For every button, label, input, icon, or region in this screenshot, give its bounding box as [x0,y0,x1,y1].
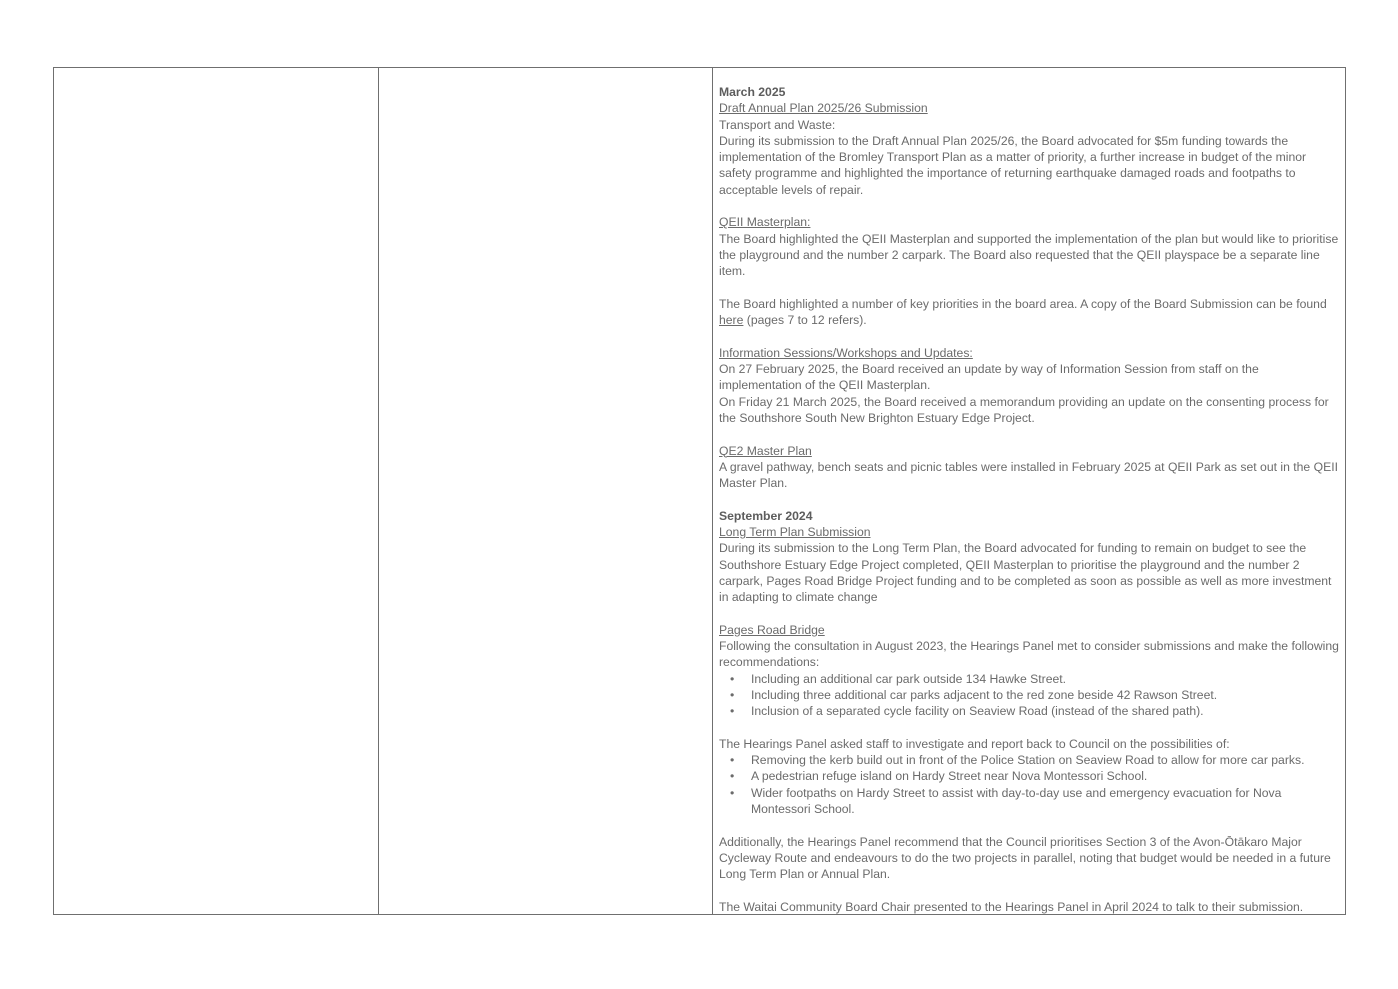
table-cell-updates [713,68,1345,914]
long-term-plan-text: During its submission to the Long Term Plan, the Board advocated for funding to remain on budget to see the Southshore Estuary Edge Project completed, QEII Masterplan to prioritise the playground and the number 2 carpark, Pages Road Bridge Project funding and to be completed as soon as possible as well as more investment in adapting to climate change [719,541,1332,605]
section-heading-march-2025: March 2025 [719,85,786,99]
priorities-suffix: (pages 7 to 12 refers). [743,313,867,328]
possibilities-list [719,752,1339,817]
table-cell-empty-2 [379,68,713,914]
list-item: • Including three additional car parks adjacent to the red zone beside 42 Rawson Street. [751,687,1339,703]
pages-road-bridge-text: Following the consultation in August 2023, the Hearings Panel met to consider submissions and make the following recommendations: [719,639,1339,670]
info-sessions-text-1: On 27 February 2025, the Board received an update by way of Information Session from staff on the implementation of the QEII Masterplan. [719,362,1259,393]
priorities-text: The Board highlighted a number of key priorities in the board area. A copy of the Board Submission can be found [719,296,1327,311]
additionally-text: Additionally, the Hearings Panel recommend that the Council prioritises Section 3 of the Avon-Ōtākaro Major Cycleway Route and endeavours to do the two projects in parallel, noting that budget would be needed in a future Long Term Plan or Annual Plan. [719,834,1331,882]
investigate-text: The Hearings Panel asked staff to investigate and report back to Council on the possibilities of: [719,736,1230,751]
list-item: • Inclusion of a separated cycle facility on Seaview Road (instead of the shared path). [751,703,1339,719]
list-item: • Wider footpaths on Hardy Street to assist with day-to-day use and emergency evacuation for Nova Montessori School. [751,785,1339,818]
list-item: • A pedestrian refuge island on Hardy Street near Nova Montessori School. [751,768,1339,784]
info-sessions-title: Information Sessions/Workshops and Updates: [719,345,973,360]
board-chair-text: The Waitai Community Board Chair presented to the Hearings Panel in April 2024 to talk to their submission. [719,899,1304,914]
qeii-masterplan-title: QEII Masterplan: [719,215,811,230]
priorities-paragraph [719,296,1339,329]
report-table [53,67,1346,915]
annual-plan-submission-title: Draft Annual Plan 2025/26 Submission [719,101,928,116]
recommendations-list [719,671,1339,720]
long-term-plan-title: Long Term Plan Submission [719,525,871,540]
section-heading-september-2024: September 2024 [719,508,813,523]
qe2-master-plan-text: A gravel pathway, bench seats and picnic tables were installed in February 2025 at QEII Park as set out in the QEII Master Plan. [719,459,1338,491]
qe2-master-plan-title: QE2 Master Plan [719,443,812,458]
transport-waste-label: Transport and Waste: [719,117,836,132]
qeii-masterplan-text: The Board highlighted the QEII Masterplan and supported the implementation of the plan but would like to prioritise the playground and the number 2 carpark. The Board also requested that the QEII playspace be a separate line item. [719,231,1339,279]
list-item: • Removing the kerb build out in front of the Police Station on Seaview Road to allow for more car parks. [751,752,1339,768]
transport-waste-text: During its submission to the Draft Annual Plan 2025/26, the Board advocated for $5m funding towards the implementation of the Bromley Transport Plan as a matter of priority, a further increase in budget of the minor safety programme and highlighted the importance of returning earthquake damaged roads and footpaths to acceptable levels of repair. [719,133,1307,197]
table-cell-empty-1 [54,68,379,914]
pages-road-bridge-title: Pages Road Bridge [719,622,825,637]
list-item: • Including an additional car park outside 134 Hawke Street. [751,671,1339,687]
board-submission-link[interactable]: here [719,313,744,328]
info-sessions-text-2: On Friday 21 March 2025, the Board received a memorandum providing an update on the consenting process for the Southshore South New Brighton Estuary Edge Project. [719,394,1329,425]
